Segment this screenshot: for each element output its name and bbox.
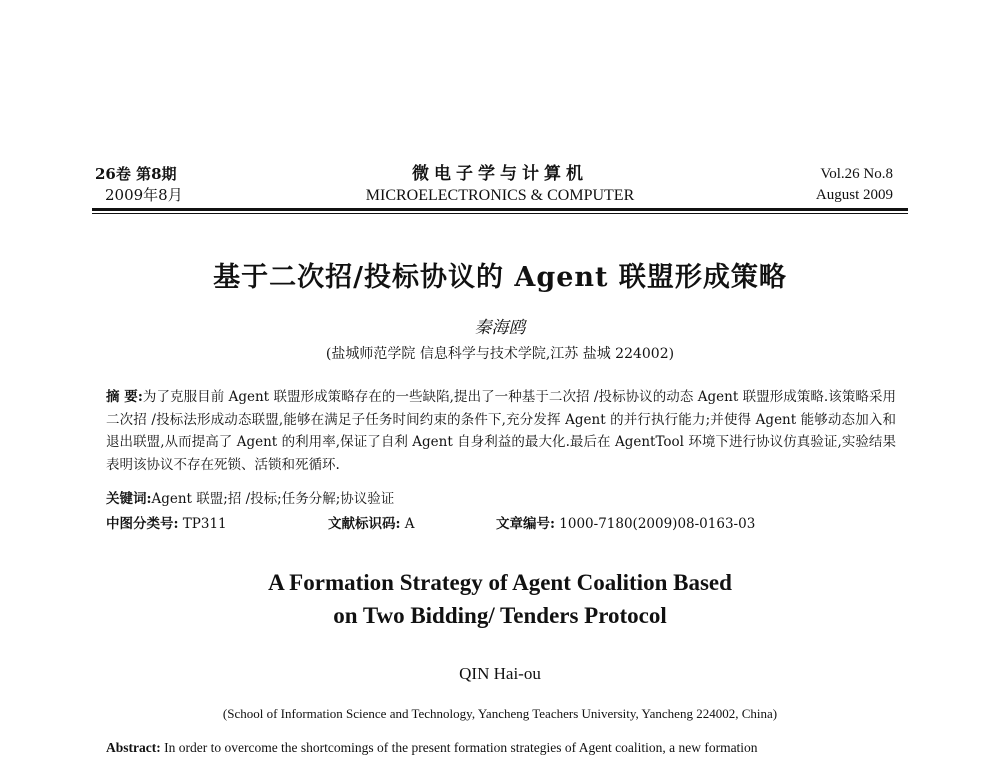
title-cn: 基于二次招/投标协议的 Agent 联盟形成策略 bbox=[213, 262, 787, 293]
abstract-en-text: In order to overcome the shortcomings of the present formation strategies of Agent coalition, a new formation bbox=[164, 740, 758, 755]
title-en bbox=[0, 566, 1000, 632]
keywords-cn bbox=[106, 487, 394, 507]
header-right bbox=[816, 164, 893, 206]
doc-value: A bbox=[404, 516, 415, 532]
author-en: QIN Hai-ou bbox=[459, 664, 541, 683]
affiliation-en: (School of Information Science and Technology, Yancheng Teachers University, Yancheng 224002, China) bbox=[222, 706, 778, 721]
volume-issue-cn: 26卷 第8期 bbox=[95, 165, 177, 183]
clc-label: 中图分类号: bbox=[106, 516, 179, 532]
abstract-cn-text: 为了克服目前 Agent 联盟形成策略存在的一些缺陷,提出了一种基于二次招 /投标协议的动态 Agent 联盟形成策略.该策略采用二次招 /投标法形成动态联盟,能够在满足子任务时间约束的条件下,充分发挥 Agent 的并行执行能力;并使得 Agent 能够动态加入和退出联盟,从而提高了 Agent 的利用率,保证了自利 Agent 自身利益的最大化.最后在 AgentTool 环境下进行协议仿真验证,实验结果表明该协议不存在死锁、活锁和死循环. bbox=[106, 389, 896, 473]
abstract-en-label: Abstract: bbox=[106, 740, 161, 755]
author-cn: 秦海鸥 bbox=[474, 318, 526, 338]
article-number bbox=[496, 512, 755, 532]
title-en-line1: A Formation Strategy of Agent Coalition Based bbox=[268, 570, 732, 595]
journal-header bbox=[250, 164, 750, 206]
date-cn: 2009年8月 bbox=[105, 186, 183, 204]
article-label: 文章编号: bbox=[496, 516, 555, 532]
clc-number bbox=[106, 512, 227, 532]
doc-code bbox=[328, 512, 415, 532]
header-rule-thin bbox=[92, 213, 908, 214]
keywords-text: Agent 联盟;招 /投标;任务分解;协议验证 bbox=[151, 491, 395, 507]
journal-name-cn: 微电子学与计算机 bbox=[412, 164, 588, 184]
affiliation-cn: (盐城师范学院 信息科学与技术学院,江苏 盐城 224002) bbox=[325, 346, 675, 362]
journal-name-en: MICROELECTRONICS & COMPUTER bbox=[365, 187, 635, 204]
date-en: August 2009 bbox=[815, 187, 893, 203]
abstract-en bbox=[106, 740, 896, 756]
abstract-cn-label: 摘 要: bbox=[106, 389, 143, 405]
title-en-line2: on Two Bidding/ Tenders Protocol bbox=[333, 603, 667, 628]
article-value: 1000-7180(2009)08-0163-03 bbox=[559, 516, 756, 532]
volume-issue-en: Vol.26 No.8 bbox=[820, 166, 893, 182]
doc-label: 文献标识码: bbox=[328, 516, 401, 532]
header-left bbox=[95, 164, 183, 206]
abstract-cn bbox=[106, 386, 896, 476]
keywords-label: 关键词: bbox=[106, 491, 152, 507]
clc-value: TP311 bbox=[182, 516, 227, 532]
header-rule-thick bbox=[92, 208, 908, 211]
